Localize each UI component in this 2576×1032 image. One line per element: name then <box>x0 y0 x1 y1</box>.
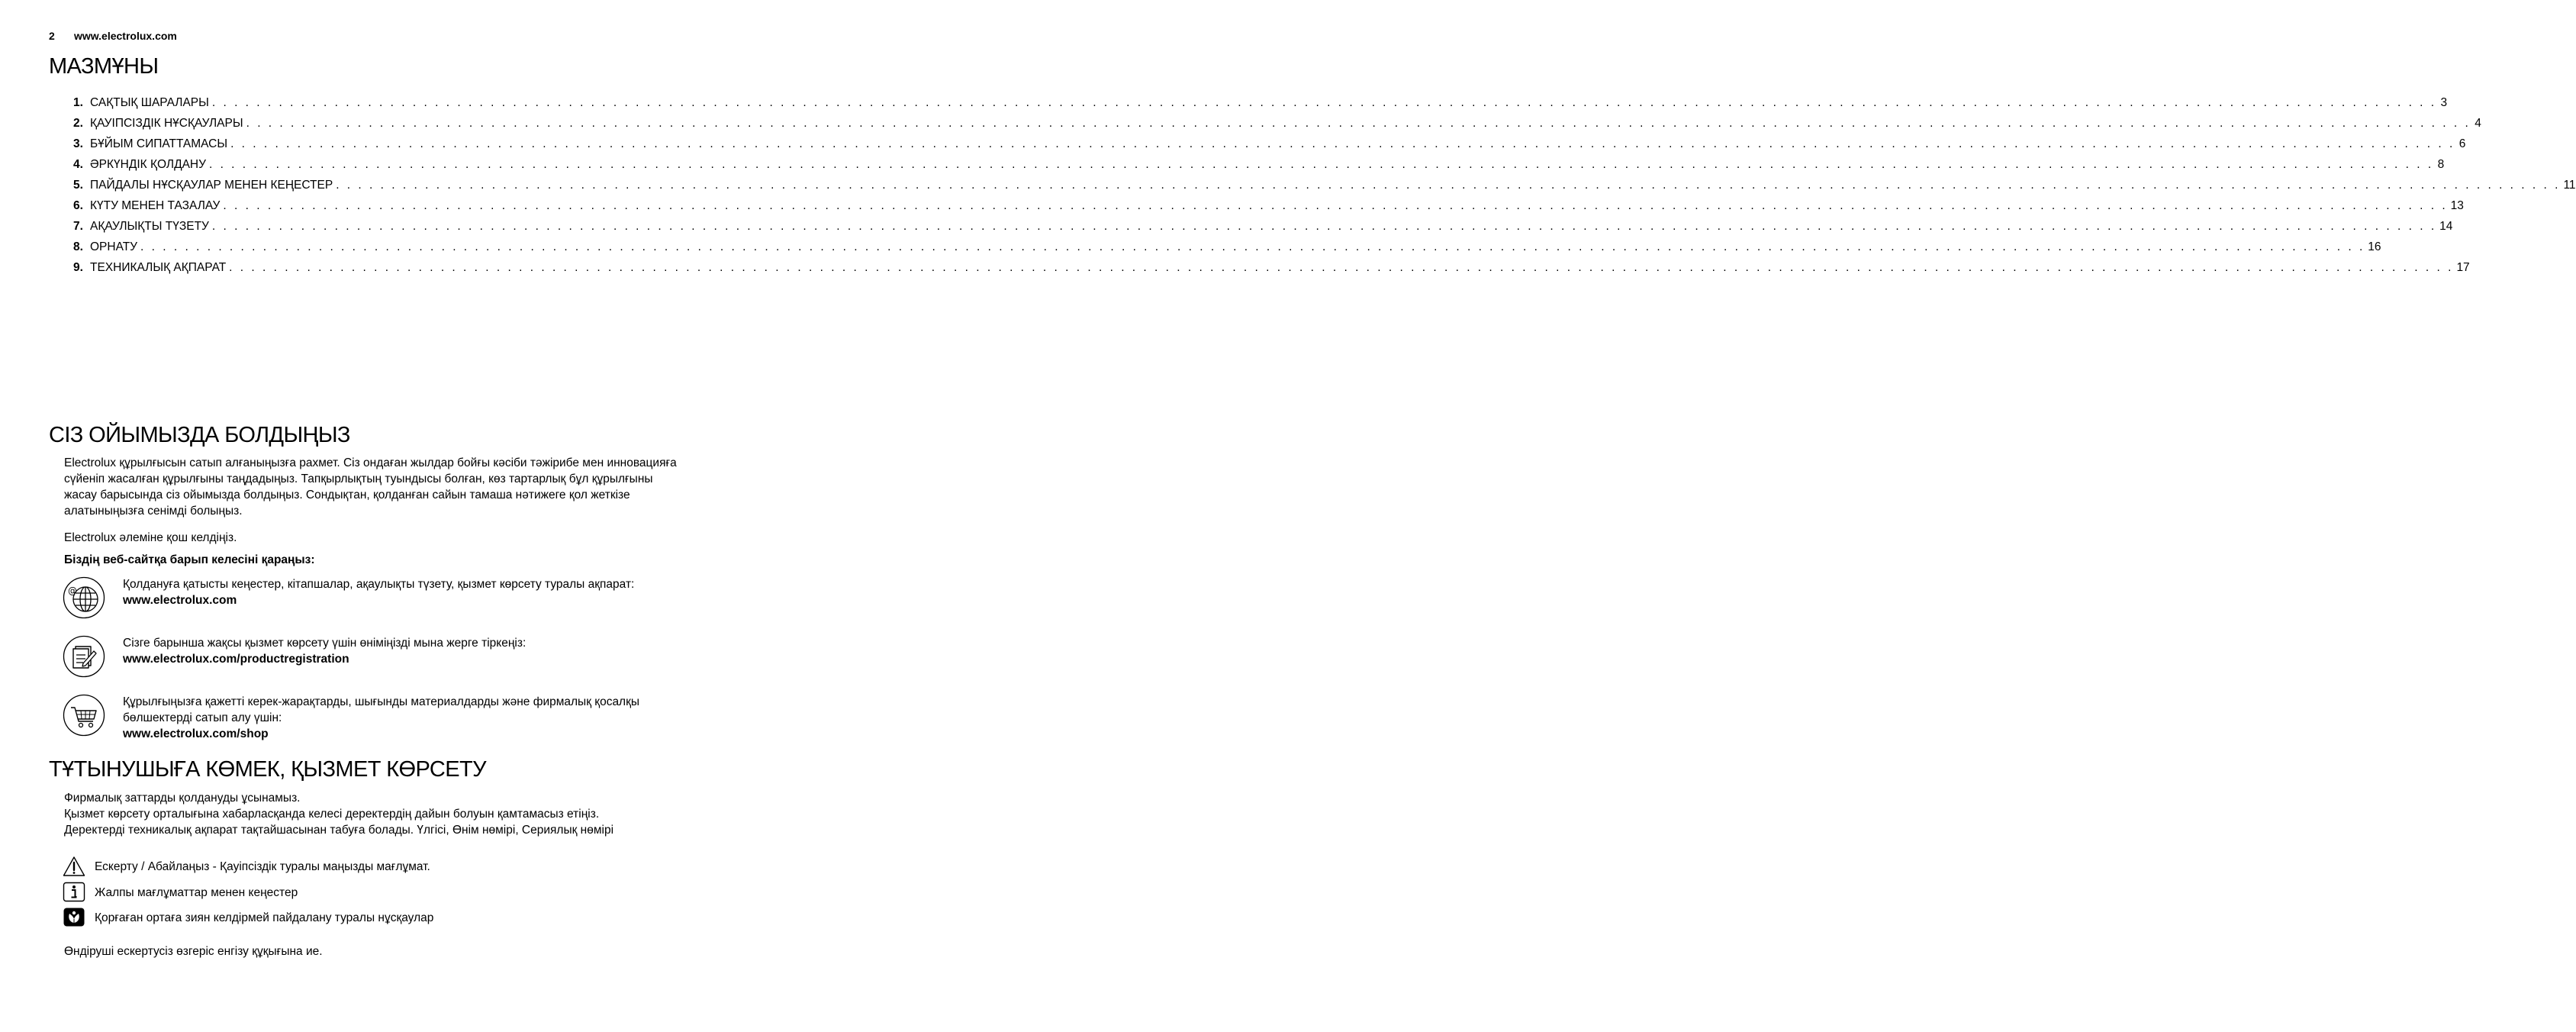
website-info-description: Қолдануға қатысты кеңестер, кітапшалар, ақаулықты түзету, қызмет көрсету туралы ақпарат: <box>123 578 635 591</box>
toc-item-title: АҚАУЛЫҚТЫ ТҮЗЕТУ <box>90 220 209 233</box>
toc-item-page: 4 <box>2475 117 2481 130</box>
toc-item[interactable] <box>73 158 2445 179</box>
environment-symbol-row <box>63 907 597 928</box>
toc-item[interactable] <box>73 261 2470 282</box>
intro-paragraph: Electrolux құрылғысын сатып алғаныңызға рахмет. Сіз ондаған жылдар бойғы кәсіби тәжірибе мен инновацияға сүйеніп жасалған құрылғыны таңдадыңыз. Тапқырлықтың туындысы болған, көз тартарлық бұл құрылғыны жасау барысында сіз ойымызда болдыңыз. Сондықтан, қолданған сайын тамаша нәтижеге қол жеткізе алатыныңызға сенімді болыңыз. <box>64 456 677 518</box>
toc-item-number: 5. <box>73 179 83 192</box>
toc-item-page: 13 <box>2450 199 2464 212</box>
toc-item-number: 1. <box>73 96 83 109</box>
toc-item-number: 7. <box>73 220 83 233</box>
shopping-cart-icon <box>63 694 105 737</box>
toc-item-page: 17 <box>2456 261 2470 274</box>
toc-item[interactable] <box>73 96 2448 117</box>
toc-leader-dots: . . . . . . . . . . . . . . . . . . . . . . . . . . . . . . . . . . . . . . . . . . . . . . . . . . . . . . . . . . . . . . . . . . . . . . . . . . . . . . . . . . . . . . . . . . . . . . . . . . . . . . . . . . . . . . . . . . . . . . . . . . . . . . . . . . . . . . . . . . . . . . . . . . . . . . . . . . . . . . . . . . . . . . . . . . . . . . . . . . . . . . . . . . . . . . . . . . . . . . . . <box>211 220 2437 233</box>
shop-link[interactable]: www.electrolux.com/shop <box>123 727 269 740</box>
warning-symbol-text: Ескерту / Абайлаңыз - Қауіпсіздік туралы маңызды мағлұмат. <box>95 860 430 873</box>
toc-leader-dots: . . . . . . . . . . . . . . . . . . . . . . . . . . . . . . . . . . . . . . . . . . . . . . . . . . . . . . . . . . . . . . . . . . . . . . . . . . . . . . . . . . . . . . . . . . . . . . . . . . . . . . . . . . . . . . . . . . . . . . . . . . . . . . . . . . . . . . . . . . . . . . . . . . . . . . . . . . . . . . . . . . . . . . . . . . . . . . . . . . . . . . . . . . . . . . . . . . . . . . . . <box>246 117 2471 130</box>
registration-link[interactable]: www.electrolux.com/productregistration <box>123 653 349 666</box>
registration-row <box>63 635 682 681</box>
environment-symbol-text: Қорғаған ортаға зиян келдірмей пайдалану туралы нұсқаулар <box>95 911 434 924</box>
toc-item-number: 4. <box>73 158 83 171</box>
toc-item[interactable] <box>73 240 2381 261</box>
toc-leader-dots: . . . . . . . . . . . . . . . . . . . . . . . . . . . . . . . . . . . . . . . . . . . . . . . . . . . . . . . . . . . . . . . . . . . . . . . . . . . . . . . . . . . . . . . . . . . . . . . . . . . . . . . . . . . . . . . . . . . . . . . . . . . . . . . . . . . . . . . . . . . . . . . . . . . . . . . . . . . . . . . . . . . . . . . . . . . . . . . . . . . . . . . . . . . . . . . . . . . . . . . . <box>208 158 2434 171</box>
info-symbol-row <box>63 882 597 903</box>
svg-text:@: @ <box>68 585 77 596</box>
service-line: Деректерді техникалық ақпарат тақтайшасынан табуға болады. Үлгісі, Өнім нөмірі, Сериялық нөмірі <box>64 824 614 837</box>
service-line: Фирмалық заттарды қолдануды ұсынамыз. <box>64 792 301 805</box>
toc-leader-dots: . . . . . . . . . . . . . . . . . . . . . . . . . . . . . . . . . . . . . . . . . . . . . . . . . . . . . . . . . . . . . . . . . . . . . . . . . . . . . . . . . . . . . . . . . . . . . . . . . . . . . . . . . . . . . . . . . . . . . . . . . . . . . . . . . . . . . . . . . . . . . . . . . . . . . . . . . . . . . . . . . . . . . . . . . . . . . . . . . . . . . . . . . . . . . . . . . . . . . . . . <box>336 179 2561 192</box>
visit-website-text: Біздің веб-сайтқа барып келесіні қараңыз: <box>64 553 315 566</box>
toc-item-number: 8. <box>73 240 83 253</box>
toc-item-number: 3. <box>73 137 83 150</box>
globe-icon <box>63 576 105 619</box>
page-number: 2 <box>49 30 55 42</box>
toc-item-page: 11 <box>2563 179 2576 192</box>
warning-icon <box>63 856 85 877</box>
toc-item[interactable] <box>73 117 2481 137</box>
toc-heading: МАЗМҰНЫ <box>49 54 159 79</box>
service-heading: ТҰТЫНУШЫҒА КӨМЕК, ҚЫЗМЕТ КӨРСЕТУ <box>49 757 486 782</box>
table-of-contents <box>73 96 2576 282</box>
website-link[interactable]: www.electrolux.com <box>123 594 237 607</box>
toc-leader-dots: . . . . . . . . . . . . . . . . . . . . . . . . . . . . . . . . . . . . . . . . . . . . . . . . . . . . . . . . . . . . . . . . . . . . . . . . . . . . . . . . . . . . . . . . . . . . . . . . . . . . . . . . . . . . . . . . . . . . . . . . . . . . . . . . . . . . . . . . . . . . . . . . . . . . . . . . . . . . . . . . . . . . . . . . . . . . . . . . . . . . . . . . . . . . . . . . . . . . . . . . <box>229 261 2454 274</box>
website-info-text <box>123 576 682 608</box>
toc-item-title: ОРНАТУ <box>90 240 138 253</box>
toc-leader-dots: . . . . . . . . . . . . . . . . . . . . . . . . . . . . . . . . . . . . . . . . . . . . . . . . . . . . . . . . . . . . . . . . . . . . . . . . . . . . . . . . . . . . . . . . . . . . . . . . . . . . . . . . . . . . . . . . . . . . . . . . . . . . . . . . . . . . . . . . . . . . . . . . . . . . . . . . . . . . . . . . . . . . . . . . . . . . . . . . . . . . . . . . . . . . . . . . . . . . . . . . <box>230 137 2455 150</box>
toc-item-number: 6. <box>73 199 83 212</box>
shop-description: Құрылғыңызға қажетті керек-жарақтарды, шығынды материалдарды және фирмалық қосалқы бөлшектерді сатып алу үшін: <box>123 695 640 724</box>
toc-leader-dots: . . . . . . . . . . . . . . . . . . . . . . . . . . . . . . . . . . . . . . . . . . . . . . . . . . . . . . . . . . . . . . . . . . . . . . . . . . . . . . . . . . . . . . . . . . . . . . . . . . . . . . . . . . . . . . . . . . . . . . . . . . . . . . . . . . . . . . . . . . . . . . . . . . . . . . . . . . . . . . . . . . . . . . . . . . . . . . . . . . . . . . . . . . . . . . . . . . . . . . . . <box>223 199 2448 212</box>
toc-item-page: 8 <box>2437 158 2445 171</box>
shop-text <box>123 694 682 742</box>
welcome-text: Electrolux әлеміне қош келдіңіз. <box>64 531 237 544</box>
info-icon <box>63 882 85 903</box>
toc-item-page: 14 <box>2439 220 2453 233</box>
toc-item[interactable] <box>73 199 2464 220</box>
environment-icon <box>63 907 85 928</box>
shop-row <box>63 694 682 740</box>
toc-item-number: 9. <box>73 261 83 274</box>
service-paragraph <box>64 790 682 838</box>
registration-text <box>123 635 682 667</box>
toc-item[interactable] <box>73 179 2576 199</box>
toc-item-title: САҚТЫҚ ШАРАЛАРЫ <box>90 96 209 109</box>
info-symbol-text: Жалпы мағлұматтар менен кеңестер <box>95 886 298 899</box>
registration-icon <box>63 635 105 678</box>
toc-item-number: 2. <box>73 117 83 130</box>
toc-item-page: 3 <box>2440 96 2448 109</box>
toc-item-title: ҚАУІПСІЗДІК НҰСҚАУЛАРЫ <box>90 117 243 130</box>
header-website-link[interactable]: www.electrolux.com <box>74 30 177 42</box>
service-line: Қызмет көрсету орталығына хабарласқанда келесі деректердің дайын болуын қамтамасыз етіңіз. <box>64 808 600 821</box>
toc-leader-dots: . . . . . . . . . . . . . . . . . . . . . . . . . . . . . . . . . . . . . . . . . . . . . . . . . . . . . . . . . . . . . . . . . . . . . . . . . . . . . . . . . . . . . . . . . . . . . . . . . . . . . . . . . . . . . . . . . . . . . . . . . . . . . . . . . . . . . . . . . . . . . . . . . . . . . . . . . . . . . . . . . . . . . . . . . . . . . . . . . . . . . . . . . . . . . . . . . . . . . . . . <box>211 96 2437 109</box>
toc-item-title: ТЕХНИКАЛЫҚ АҚПАРАТ <box>90 261 227 274</box>
toc-item-page: 16 <box>2368 240 2381 253</box>
toc-item[interactable] <box>73 220 2453 240</box>
website-info-row <box>63 576 682 622</box>
toc-item-title: ПАЙДАЛЫ НҰСҚАУЛАР МЕНЕН КЕҢЕСТЕР <box>90 179 333 192</box>
toc-item-title: БҰЙЫМ СИПАТТАМАСЫ <box>90 137 228 150</box>
toc-item[interactable] <box>73 137 2466 158</box>
toc-item-title: КҮТУ МЕНЕН ТАЗАЛАУ <box>90 199 221 212</box>
registration-description: Сізге барынша жақсы қызмет көрсету үшін өніміңізді мына жерге тіркеңіз: <box>123 637 526 650</box>
warning-symbol-row <box>63 856 597 877</box>
toc-item-title: ӘРКҮНДІК ҚОЛДАНУ <box>90 158 206 171</box>
toc-leader-dots: . . . . . . . . . . . . . . . . . . . . . . . . . . . . . . . . . . . . . . . . . . . . . . . . . . . . . . . . . . . . . . . . . . . . . . . . . . . . . . . . . . . . . . . . . . . . . . . . . . . . . . . . . . . . . . . . . . . . . . . . . . . . . . . . . . . . . . . . . . . . . . . . . . . . . . . . . . . . . . . . . . . . . . . . . . . . . . . . . . . . . . . . . . . . . . . . . . . . . . . . <box>140 240 2365 253</box>
toc-item-page: 6 <box>2458 137 2466 150</box>
disclaimer-text: Өндіруші ескертусіз өзгеріс енгізу құқығына ие. <box>64 945 323 958</box>
intro-heading: СІЗ ОЙЫМЫЗДА БОЛДЫҢЫЗ <box>49 423 350 447</box>
